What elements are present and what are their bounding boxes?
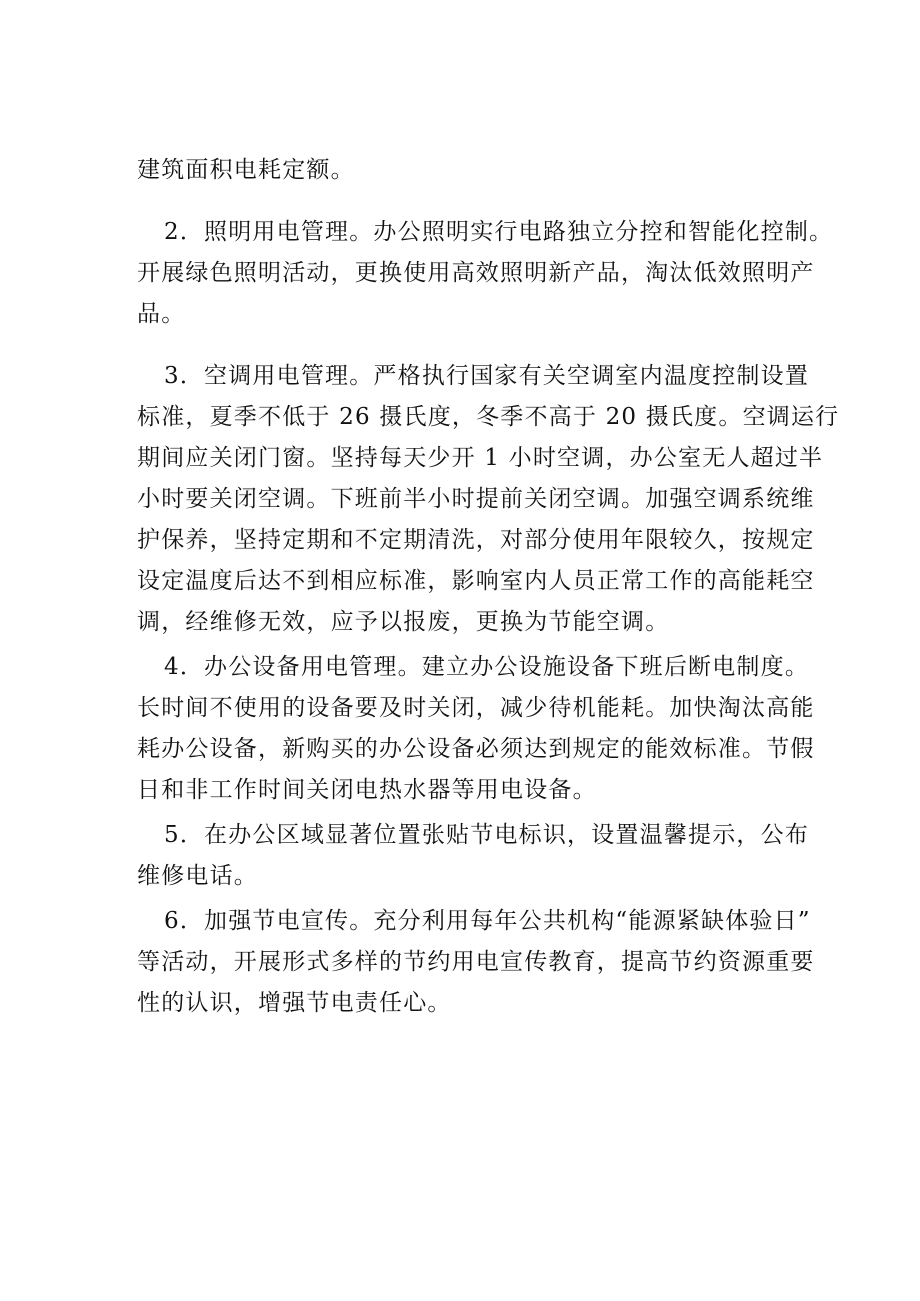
text-line: 日和非工作时间关闭电热水器等用电设备。 [137, 777, 597, 803]
text-line: 标准，夏季不低于 26 摄氏度，冬季不高于 20 摄氏度。空调运行 [137, 404, 840, 430]
text-line: 性的认识，增强节电责任心。 [137, 990, 452, 1016]
text-line: 开展绿色照明活动，更换使用高效照明新产品，淘汰低效照明产 [137, 260, 815, 286]
text-line: 等活动，开展形式多样的节约用电宣传教育，提高节约资源重要 [137, 949, 815, 975]
text-line: 建筑面积电耗定额。 [137, 157, 355, 183]
text-line: 长时间不使用的设备要及时关闭，减少待机能耗。加快淘汰高能 [137, 695, 815, 721]
paragraph-lighting [137, 212, 834, 335]
text-line: 护保养，坚持定期和不定期清洗，对部分使用年限较久，按规定 [137, 527, 815, 553]
text-line: 6．加强节电宣传。充分利用每年公共机构“能源紧缺体验日” [164, 908, 811, 934]
text-line: 3．空调用电管理。严格执行国家有关空调室内温度控制设置 [164, 363, 810, 389]
text-line: 设定温度后达不到相应标准，影响室内人员正常工作的高能耗空 [137, 568, 815, 594]
paragraph-office-equipment [137, 647, 815, 811]
text-line: 2．照明用电管理。办公照明实行电路独立分控和智能化控制。 [164, 219, 834, 245]
paragraph-publicity [137, 901, 815, 1024]
text-line: 维修电话。 [137, 863, 258, 889]
text-line: 小时要关闭空调。下班前半小时提前关闭空调。加强空调系统维 [137, 486, 815, 512]
paragraph-continuation [137, 150, 797, 191]
text-line: 品。 [137, 301, 186, 327]
text-line: 4．办公设备用电管理。建立办公设施设备下班后断电制度。 [164, 654, 810, 680]
text-line: 耗办公设备，新购买的办公设备必须达到规定的能效标准。节假 [137, 736, 815, 762]
paragraph-air-conditioning [137, 356, 840, 643]
document-body [137, 150, 840, 1024]
text-line: 调，经维修无效，应予以报废，更换为节能空调。 [137, 609, 670, 635]
paragraph-signage [137, 815, 810, 897]
text-line: 期间应关闭门窗。坚持每天少开 1 小时空调，办公室无人超过半 [137, 445, 824, 471]
text-line: 5．在办公区域显著位置张贴节电标识，设置温馨提示，公布 [164, 822, 810, 848]
